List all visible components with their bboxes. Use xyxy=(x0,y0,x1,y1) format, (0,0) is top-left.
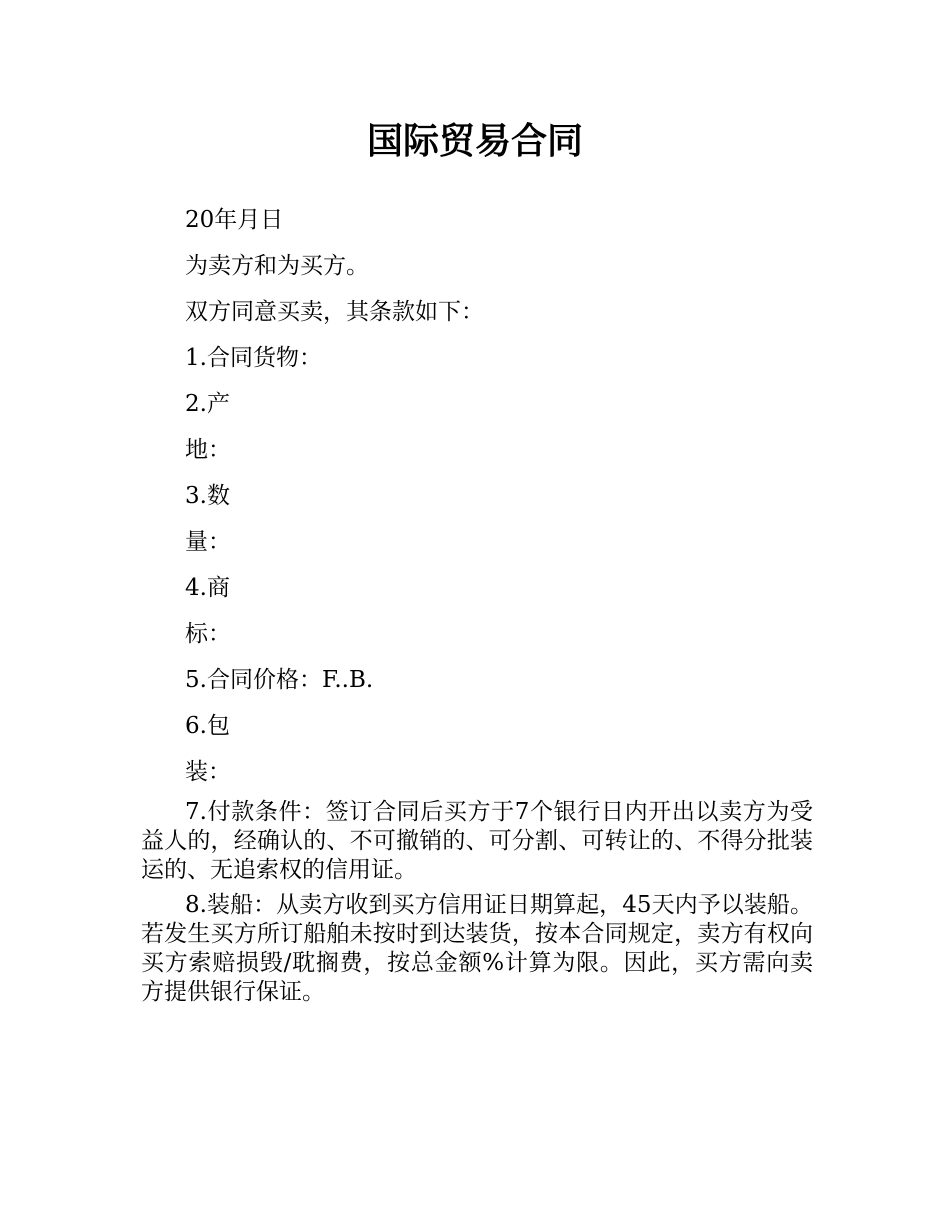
parties-line: 为卖方和为买方。 xyxy=(185,253,369,279)
clause-packing-part1: 6.包 xyxy=(185,713,230,739)
clause-trademark-part2: 标： xyxy=(185,621,231,647)
date-line: 20年月日 xyxy=(185,207,284,233)
clause-trademark-part1: 4.商 xyxy=(185,575,230,601)
clause-price: 5.合同价格：F..B. xyxy=(185,667,374,693)
document-title: 国际贸易合同 xyxy=(366,121,583,162)
clause-shipment: 8.装船：从卖方收到买方信用证日期算起，45天内予以装船。若发生买方所订船舶未按时到达装货，按本合同规定，卖方有权向买方索赔损毁/耽搁费，按总金额%计算为限。因此，买方需向卖方提供银行保证。 xyxy=(141,892,813,1005)
clause-quantity-part2: 量： xyxy=(185,529,231,555)
clause-quantity-part1: 3.数 xyxy=(185,483,230,509)
clause-packing-part2: 装： xyxy=(185,759,231,785)
clause-origin-part2: 地： xyxy=(185,437,231,463)
agreement-line: 双方同意买卖，其条款如下： xyxy=(185,299,484,325)
document-body xyxy=(141,200,813,1013)
clause-payment: 7.付款条件：签订合同后买方于7个银行日内开出以卖方为受益人的，经确认的、不可撤销的、可分割、可转让的、不得分批装运的、无追索权的信用证。 xyxy=(141,799,813,883)
clause-origin-part1: 2.产 xyxy=(185,391,230,417)
clause-goods: 1.合同货物： xyxy=(185,345,322,371)
